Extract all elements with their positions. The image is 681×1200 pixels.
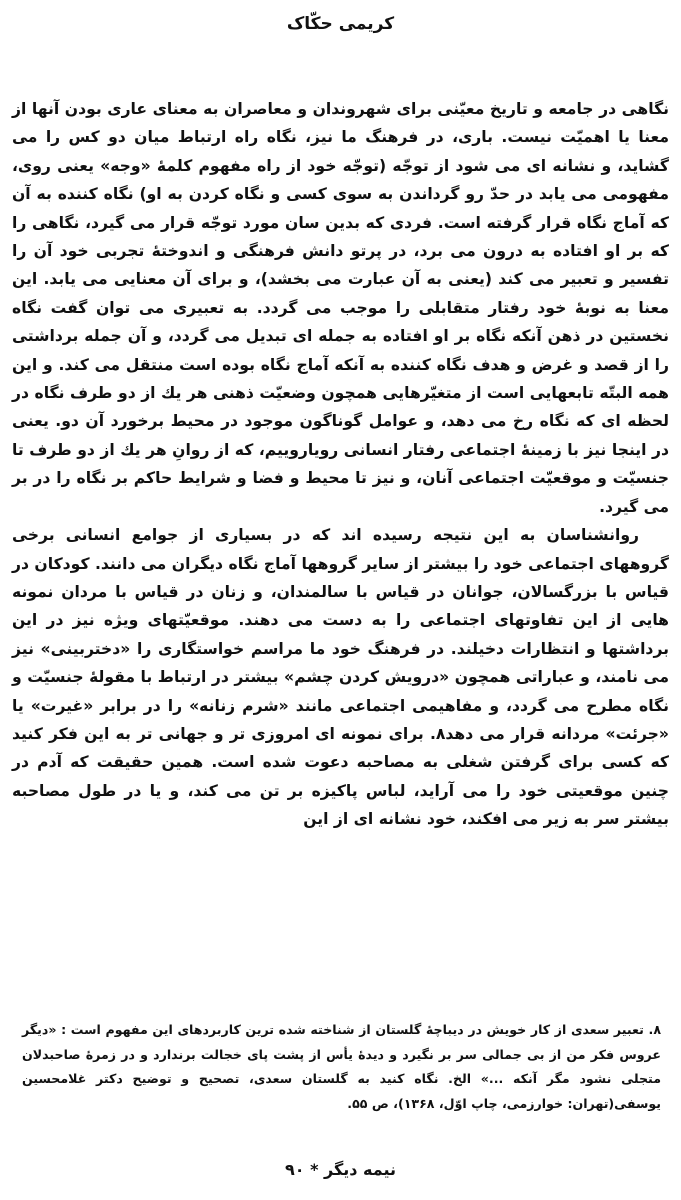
paragraph-2: روانشناسان به این نتیجه رسیده اند که در بسیاری از جوامع انسانی برخی گروههای اجتماعی خود را بیشتر از سایر گروهها آماج نگاه دیگران می دانند. کودکان در قیاس با بزرگسالان، جوانان در قیاس با سالمندان، و زنان در قیاس با مردان نمونه هایی از این تفاوتهای اجتماعی را به دست می دهند. موقعیّتهای ویژه نیز در این برداشتها و انتظارات دخیلند. در فرهنگ خود ما مراسم خواستگاری را «دختربینی» نیز می نامند، و عباراتی همچون «درویش کردن چشم» بیشتر در ارتباط با مقولهٔ جنسیّت و نگاه مطرح می گردد، و مفاهیمی اجتماعی مانند «شرم زنانه» را در برابر «غیرت» یا «جرئت» مردانه قرار می دهد۸. برای نمونه ای امروزی تر و جهانی تر به این فکر کنید که کسی برای گرفتن شغلی به مصاحبه دعوت شده است. همین حقیقت که آدم در چنین موقعیتی خود را می آراید، لباس پاکیزه بر تن می کند، و یا در طول مصاحبه بیشتر سر به زیر می افکند، خود نشانه ای از این xyxy=(12,526,669,829)
footnote-8: ۸. تعبیر سعدی از کار خویش در دیباچهٔ گلستان از شناخته شده ترین کاربردهای این مفهوم است : «دیگر عروس فکر من از بی جمالی سر بر نگیرد و دیدهٔ یأس از پشت پای خجالت برندارد و در زمرهٔ صاحبدلان متجلی نشود مگر آنکه ...» الخ. نگاه کنید به گلستان سعدی، تصحیح و توضیح دکتر غلامحسین یوسفی(تهران: خوارزمی، چاپ اوّل، ۱۳۶۸)، ص ۵۵. xyxy=(22,1022,661,1111)
page-footer: نیمه دیگر * ۹۰ xyxy=(284,1160,397,1179)
footnote xyxy=(22,1018,661,1116)
paragraph-1: نگاهی در جامعه و تاریخ معیّنی برای شهروندان و معاصران به معنای عاری بودن آنها از معنا یا اهمیّت نیست. باری، در فرهنگ ما نیز، نگاه راه ارتباط میان دو کس را می گشاید، و نشانه ای می شود از توجّه (توجّه خود از راه مفهوم کلمهٔ «وجه» یعنی روی، مفهومی می یابد در حدّ رو گرداندن به سوی کسی و نگاه کردن به او) نگاه کننده به آن که آماج نگاه قرار گرفته است. فردی که بدین سان مورد توجّه قرار می گیرد، نگاهی را که بر او افتاده به درون می برد، در پرتو دانش فرهنگی و اندوختهٔ تجربی خود آن را تفسیر و تعبیر می کند (یعنی به آن عبارت می بخشد)، و برای آن معنایی می یابد. این معنا به نوبهٔ خود رفتار متقابلی را موجب می گردد. به تعبیری می توان گفت نگاه نخستین در ذهن آنکه نگاه بر او افتاده به جمله ای تبدیل می گردد، و آن جمله برداشتی را از قصد و غرض و هدف نگاه کننده به آنکه آماج نگاه بوده است منتقل می کند. و این همه البتّه تابعهایی است از متغیّرهایی همچون وضعیّت ذهنی هر یك از دو طرف نگاه در لحظه ای که نگاه رخ می دهد، و عوامل گوناگون موجود در محیط برخورد آن دو. یعنی در اینجا نیز با زمینهٔ اجتماعی رفتار انسانی رویاروییم، که از روانِ هر یك از دو طرف تا جنسیّت و موقعیّت اجتماعی آنان، و نیز تا محیط و فضا و شرایط حاکم بر نگاه را در بر می گیرد. xyxy=(12,100,669,516)
running-header: کریمی حکّاک xyxy=(286,14,395,34)
body-text xyxy=(12,95,669,834)
